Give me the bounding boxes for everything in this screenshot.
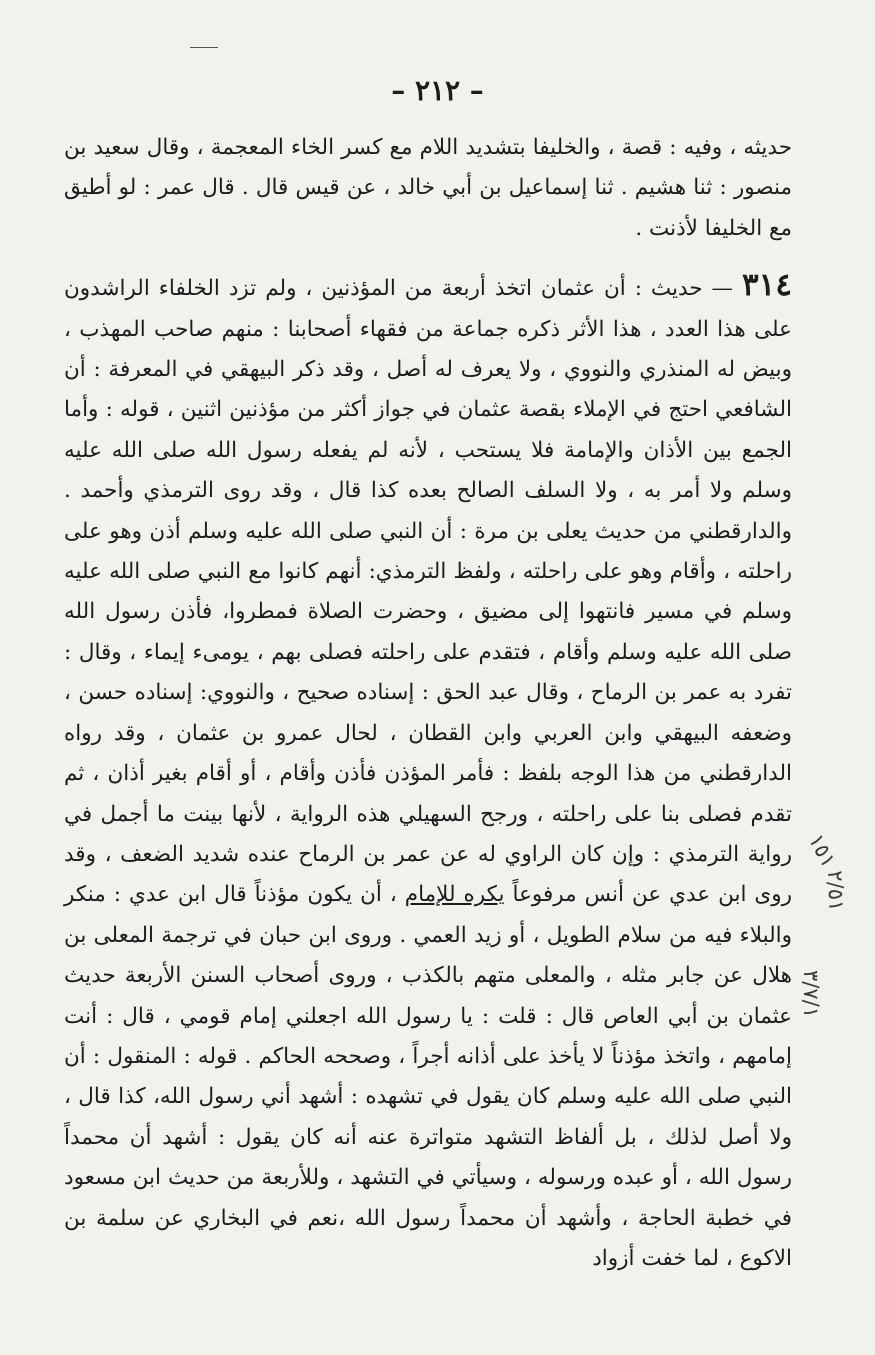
paragraph-gap xyxy=(64,249,792,265)
scan-mark xyxy=(190,47,218,48)
paragraph-entry-314 xyxy=(64,265,792,1279)
entry-text-part1: — حديث : أن عثمان اتخذ أربعة من المؤذنين ، ولم تزد الخلفاء الراشدون على هذا العدد ، هذا الأثر ذكره جماعة من فقهاء أصحابنا : منهم صاحب المهذب ، وبيض له المنذري والنووي ، ولا يعرف له أصل ، وقد ذكر البيهقي في المعرفة : أن الشافعي احتج في الإملاء بقصة عثمان في جواز أكثر من مؤذنين اثنين ، قوله : وأما الجمع بين الأذان والإمامة فلا يستحب ، لأنه لم يفعله رسول الله صلى الله عليه وسلم ولا أمر به ، ولا السلف الصالح بعده كذا قال ، وقد روى الترمذي وأحمد . والدارقطني من حديث يعلى بن مرة : أن النبي صلى الله عليه وسلم أذن وهو على راحلته ، وأقام وهو على راحلته ، ولفظ الترمذي: أنهم كانوا مع النبي صلى الله عليه وسلم في مسير فانتهوا إلى مضيق ، وحضرت الصلاة فمطروا، فأذن رسول الله صلى الله عليه وسلم وأقام ، فتقدم على راحلته فصلى بهم ، يومىء إيماء ، وقال : تفرد به عمر بن الرماح ، وقال عبد الحق : إسناده صحيح ، والنووي: إسناده حسن ، وضعفه البيهقي وابن العربي وابن القطان ، لحال عمرو بن عثمان ، وقد رواه الدارقطني من هذا الوجه بلفظ : فأمر المؤذن فأذن وأقام ، أو أقام بغير أذان ، ثم تقدم فصلى بنا على راحلته ، ورجح السهيلي هذه الرواية ، لأنها بينت ما أجمل في رواية الترمذي : وإن كان الراوي له عن عمر بن الرماح عنده شديد الضعف ، وقد روى ابن عدي عن أنس مرفوعاً xyxy=(64,276,793,908)
entry-text-part2: ، أن يكون مؤذناً قال ابن عدي : منكر والبلاء فيه من سلام الطويل ، أو زيد العمي . وروى ابن حبان في ترجمة المعلى بن هلال عن جابر مثله ، والمعلى متهم بالكذب ، وروى أصحاب السنن الأربعة حديث عثمان بن أبي العاص قال : قلت : يا رسول الله اجعلني إمام قومي ، قال : أنت إمامهم ، واتخذ مؤذناً لا يأخذ على أذانه أجراً ، وصححه الحاكم . قوله : المنقول : أن النبي صلى الله عليه وسلم كان يقول في تشهده : أشهد أني رسول الله، كذا قال ، ولا أصل لذلك ، بل ألفاظ التشهد متواترة عنه أنه كان يقول : أشهد أن محمداً رسول الله ، أو عبده ورسوله ، وسيأتي في التشهد ، وللأربعة من حديث ابن مسعود في خطبة الحاجة ، وأشهد أن محمداً رسول الله ،نعم في البخاري عن سلمة بن الاكوع ، لما خفت أزواد xyxy=(64,882,792,1271)
margin-note-line-2: ٢/٥١ xyxy=(823,870,849,912)
body-text xyxy=(64,128,792,1279)
page-number: – ٢١٢ – xyxy=(391,74,484,107)
margin-note-line-1: ١٥١ xyxy=(803,830,841,872)
entry-number: ٣١٤ xyxy=(742,267,792,304)
paragraph-continuation: حديثه ، وفيه : قصة ، والخليفا بتشديد اللام مع كسر الخاء المعجمة ، وقال سعيد بن منصور : ثنا هشيم . ثنا إسماعيل بن أبي خالد ، عن قيس قال . قال عمر : لو أطيق مع الخليفا لأذنت . xyxy=(64,135,792,241)
margin-note-line-3: ٣/٧/١ xyxy=(799,970,823,1018)
handwritten-margin-note xyxy=(785,830,865,1090)
underlined-phrase: يكره للإمام xyxy=(404,882,505,908)
